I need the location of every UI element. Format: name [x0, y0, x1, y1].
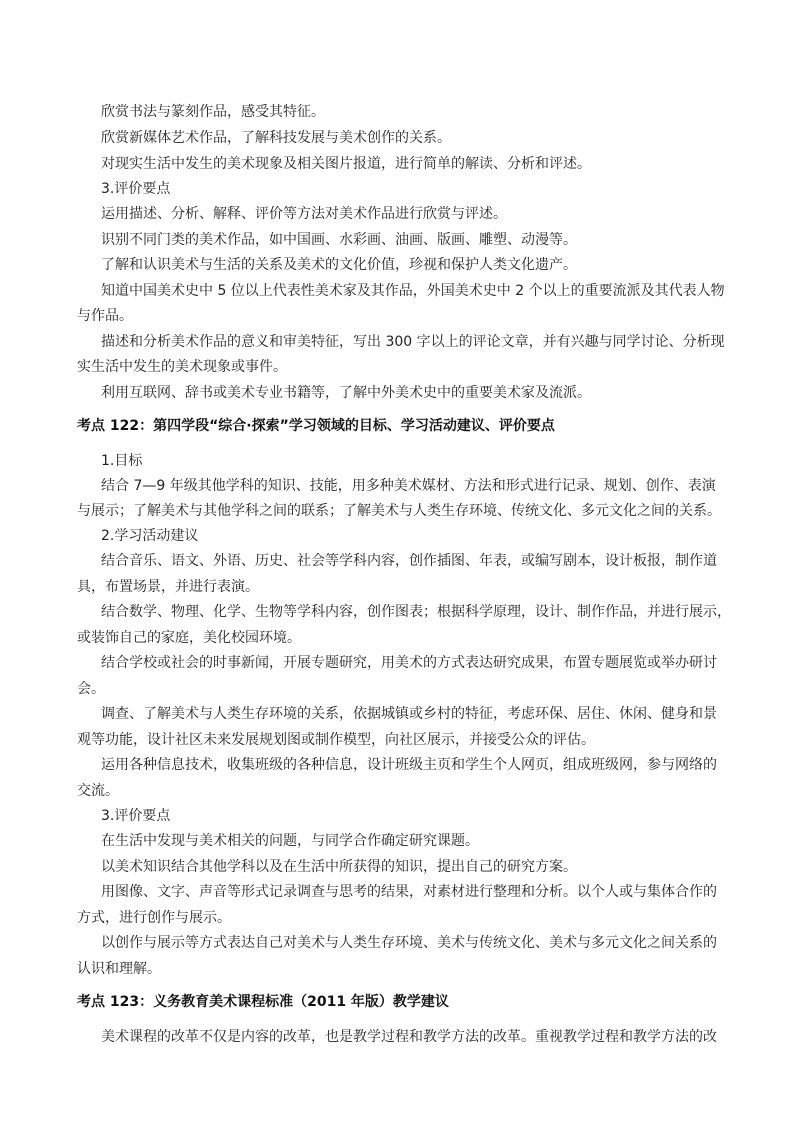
text-line: 结合学校或社会的时事新闻，开展专题研究，用美术的方式表达研究成果，布置专题展览或举办研讨 [101, 655, 717, 671]
subsection-label: 3.评价要点 [101, 808, 171, 824]
text-line: 调查、了解美术与人类生存环境的关系，依据城镇或乡村的特征，考虑环保、居住、休闲、健身和景 [101, 706, 717, 722]
text-line: 美术课程的改革不仅是内容的改革，也是教学过程和教学方法的改革。重视教学过程和教学方法的改 [101, 1029, 717, 1045]
text-line: 认识和理解。 [77, 961, 161, 977]
text-line: 结合数学、物理、化学、生物等学科内容，创作图表；根据科学原理，设计、制作作品，并进行展示， [101, 604, 731, 620]
text-line: 结合 7—9 年级其他学科的知识、技能，用多种美术媒材、方法和形式进行记录、规划、创作、表演 [101, 478, 716, 494]
text-line: 方式，进行创作与展示。 [77, 910, 231, 926]
text-line: 运用描述、分析、解释、评价等方法对美术作品进行欣赏与评述。 [101, 206, 507, 222]
subsection-label: 3.评价要点 [101, 181, 171, 197]
text-line: 结合音乐、语文、外语、历史、社会等学科内容，创作插图、年表，或编写剧本，设计板报，制作道 [101, 553, 717, 569]
text-line: 会。 [77, 681, 105, 697]
text-line: 在生活中发现与美术相关的问题，与同学合作确定研究课题。 [101, 833, 479, 849]
text-line: 欣赏新媒体艺术作品，了解科技发展与美术创作的关系。 [101, 130, 451, 146]
text-line: 描述和分析美术作品的意义和审美特征，写出 300 字以上的评论文章，并有兴趣与同学讨论、分析现 [101, 334, 725, 350]
text-line: 欣赏书法与篆刻作品，感受其特征。 [101, 104, 325, 120]
text-line: 与展示；了解美术与其他学科之间的联系；了解美术与人类生存环境、传统文化、多元文化之间的关系。 [77, 503, 721, 519]
text-line: 观等功能，设计社区未来发展规划图或制作模型，向社区展示，并接受公众的评估。 [77, 732, 595, 748]
text-line: 与作品。 [77, 308, 133, 324]
text-line: 了解和认识美术与生活的关系及美术的文化价值，珍视和保护人类文化遗产。 [101, 257, 577, 273]
section-heading-123: 考点 123：义务教育美术课程标准（2011 年版）教学建议 [77, 994, 449, 1010]
subsection-label: 2.学习活动建议 [101, 528, 199, 544]
text-line: 用图像、文字、声音等形式记录调查与思考的结果，对素材进行整理和分析。以个人或与集体合作的 [101, 884, 717, 900]
section-heading-122: 考点 122：第四学段“综合·探索”学习领域的目标、学习活动建议、评价要点 [77, 418, 555, 434]
text-line: 以创作与展示等方式表达自己对美术与人类生存环境、美术与传统文化、美术与多元文化之间关系的 [101, 935, 717, 951]
text-line: 或装饰自己的家庭，美化校园环境。 [77, 630, 301, 646]
text-line: 以美术知识结合其他学科以及在生活中所获得的知识，提出自己的研究方案。 [101, 859, 577, 875]
text-line: 知道中国美术史中 5 位以上代表性美术家及其作品，外国美术史中 2 个以上的重要流派及其代表人物 [101, 283, 725, 299]
text-line: 对现实生活中发生的美术现象及相关图片报道，进行简单的解读、分析和评述。 [101, 156, 591, 172]
text-line: 利用互联网、辞书或美术专业书籍等，了解中外美术史中的重要美术家及流派。 [101, 385, 591, 401]
text-line: 识别不同门类的美术作品，如中国画、水彩画、油画、版画、雕塑、动漫等。 [101, 232, 577, 248]
text-line: 运用各种信息技术，收集班级的各种信息，设计班级主页和学生个人网页，组成班级网，参与网络的 [101, 757, 717, 773]
text-line: 具，布置场景，并进行表演。 [77, 579, 259, 595]
text-line: 实生活中发生的美术现象或事件。 [77, 359, 287, 375]
text-line: 交流。 [77, 783, 119, 799]
subsection-label: 1.目标 [101, 453, 143, 469]
